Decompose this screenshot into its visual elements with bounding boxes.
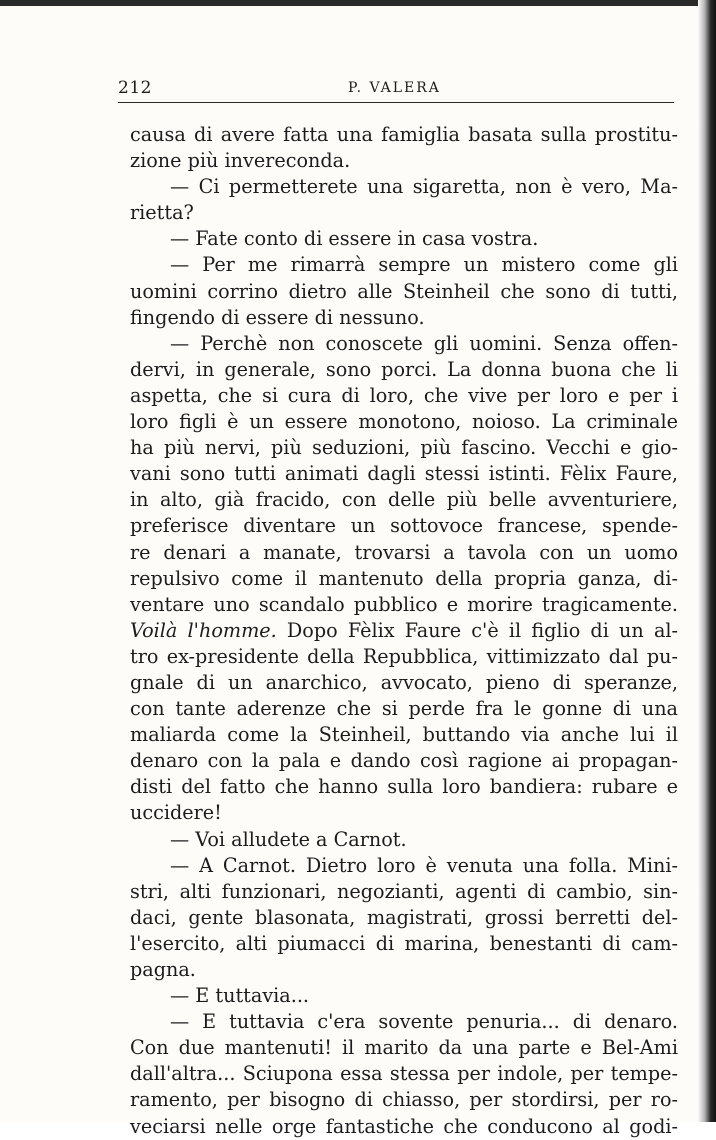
header-rule bbox=[118, 102, 674, 103]
text-line: — Ci permetterete una sigaretta, non è vero, Ma- bbox=[170, 175, 678, 199]
text-line: Con due mantenuti! il marito da una parte e Bel-Ami bbox=[130, 1036, 678, 1060]
text-line: preferisce diventare un sottovoce francese, spende- bbox=[130, 514, 678, 538]
text-line: l'esercito, alti piumacci di marina, benestanti di cam- bbox=[130, 931, 678, 955]
text-line: veciarsi nelle orge fantastiche che conducono al godi- bbox=[130, 1114, 678, 1138]
text-line: tro ex-presidente della Repubblica, vittimizzato dal pu- bbox=[130, 644, 678, 668]
text-line: dall'altra... Sciupona essa stessa per indole, per tempe- bbox=[130, 1062, 678, 1086]
text-line-with-italic bbox=[130, 618, 678, 644]
text-line: rietta? bbox=[130, 201, 194, 225]
text-line: denaro con la pala e dando così ragione ai propagan- bbox=[130, 749, 678, 773]
text-line: disti del fatto che hanno sulla loro bandiera: rubare e bbox=[130, 775, 678, 799]
italic-phrase: Voilà l'homme. bbox=[130, 618, 277, 642]
text-line: gnale di un anarchico, avvocato, pieno di speranze, bbox=[130, 670, 678, 694]
text-line: maliarda come la Steinheil, buttando via anche lui il bbox=[130, 723, 678, 747]
text-line: re denari a manate, trovarsi a tavola con un uomo bbox=[130, 540, 678, 564]
page-number: 212 bbox=[118, 78, 152, 98]
body-text bbox=[130, 122, 678, 1140]
text-line: vani sono tutti animati dagli stessi istinti. Fèlix Faure, bbox=[130, 462, 678, 486]
scan-right-edge bbox=[698, 0, 716, 1122]
text-line: in alto, già fracido, con delle più belle avventuriere, bbox=[130, 488, 678, 512]
text-line: stri, alti funzionari, negozianti, agenti di cambio, sin- bbox=[130, 879, 678, 903]
text-line: dervi, in generale, sono porci. La donna buona che li bbox=[130, 357, 678, 381]
text-line: repulsivo come il mantenuto della propria ganza, di- bbox=[130, 566, 678, 590]
text-line: — Voi alludete a Carnot. bbox=[170, 827, 407, 851]
text-line: loro figli è un essere monotono, noioso. La criminale bbox=[130, 410, 678, 434]
text-line: uomini corrino dietro alle Steinheil che sono di tutti, bbox=[130, 279, 678, 303]
text-line: — Fate conto di essere in casa vostra. bbox=[170, 227, 539, 251]
text-line-rest: Dopo Fèlix Faure c'è il figlio di un al- bbox=[286, 618, 679, 642]
text-line: causa di avere fatta una famiglia basata sulla prostitu- bbox=[130, 123, 678, 146]
scan-top-border bbox=[0, 0, 716, 6]
text-line: — Perchè non conoscete gli uomini. Senza offen- bbox=[170, 331, 678, 355]
running-head: P. VALERA bbox=[348, 80, 441, 96]
text-line: uccidere! bbox=[130, 801, 222, 825]
text-line: — A Carnot. Dietro loro è venuta una folla. Mini- bbox=[170, 853, 678, 877]
text-line: con tante aderenze che si perde fra le gonne di una bbox=[130, 697, 678, 721]
text-line: aspetta, che si cura di loro, che vive per loro e per i bbox=[130, 383, 678, 407]
page-header bbox=[118, 78, 678, 100]
text-line: ramento, per bisogno di chiasso, per stordirsi, per ro- bbox=[130, 1088, 678, 1112]
text-line: — E tuttavia... bbox=[170, 984, 310, 1008]
text-line: zione più invereconda. bbox=[130, 149, 351, 173]
text-line: daci, gente blasonata, magistrati, grossi berretti del- bbox=[130, 905, 678, 929]
text-line: ventare uno scandalo pubblico e morire tragicamente. bbox=[130, 592, 678, 616]
text-line: pagna. bbox=[130, 958, 196, 981]
text-line: — Per me rimarrà sempre un mistero come gli bbox=[170, 253, 678, 277]
text-line: ha più nervi, più seduzioni, più fascino. Vecchi e gio- bbox=[130, 436, 678, 460]
text-line: — E tuttavia c'era sovente penuria... di denaro. bbox=[170, 1010, 678, 1034]
text-line: fingendo di essere di nessuno. bbox=[130, 305, 425, 329]
